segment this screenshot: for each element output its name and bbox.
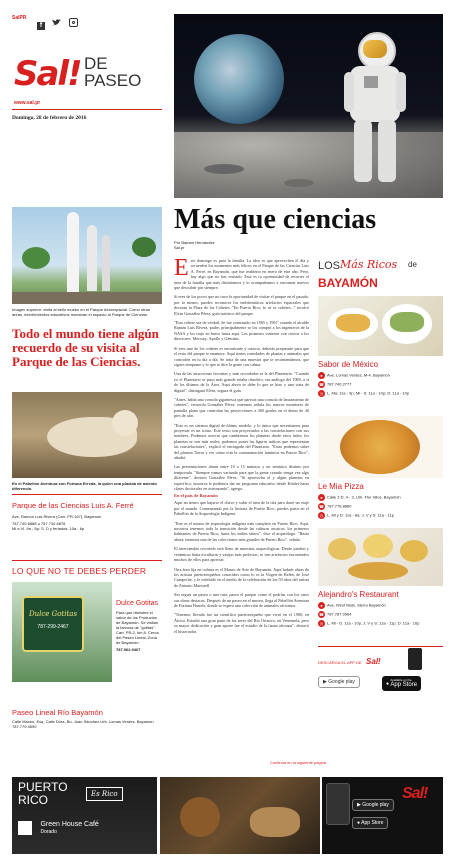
- paragraph: "Este es el museo de arqueología indígena más completo en Puerto Rico. Aquí, nosotros tenemos toda la transición desde las culturas arcaicas, los primeros habitantes de Puerto Rico, hasta los indios taínos", dice el arqueólogo. "Hasta ahora, tenemos una de las colecciones más grandes de Puerto Rico", señala.: [174, 520, 309, 542]
- pull-quote: Todo el mundo tiene algún recuerdo de su visita al Parque de las Ciencias.: [12, 326, 159, 369]
- clock-icon: ◷: [319, 391, 324, 396]
- footer-ad-photo: [160, 777, 320, 854]
- section-tag: SalPR: [12, 15, 27, 21]
- article-body: [174, 258, 309, 758]
- instagram-icon[interactable]: [69, 18, 78, 27]
- promo-contact: 787.962.9467: [116, 647, 141, 652]
- photo-caption: Imagen superior: visita al bello museo en el Parque Aeroespacial. Como otras áreas, intertrimientos educativos muestran el espacio al Parque de Ciencias.: [12, 307, 150, 317]
- restaurant-address: ● Ave. Lomas Verdes, M-4, Bayamón: [318, 372, 443, 379]
- paragraph: Sin seguir un paseo o una ruta, paseo el parque como el podrías con los otros sus obras destacas. Después de un paseo en el museo, llega al Pabellón Aventura de Fortuna Barrels, donde se espera una colección de animales africanos.: [174, 592, 309, 608]
- paragraph: "Esto es un sistema digital de último modelo, y lo único que necesitamos para proyectar es un icono. Este texto son proyectados a las constelaciones con sus nombres. Podemos acercar que cambiemos los planetas desde estos lados, los planetas se ven más reales, podemos poner las figuras míticas que representan las constelaciones", explicó el encargado del Planetario. "Estas podemos saber del planeta Tierra y ver cómo está la contaminación lumínica en Puerto Rico", añadió.: [174, 422, 309, 460]
- restaurant-hours: ◷ L, Mi y D: 11a - 8a; J, V y S: 11a - 11p: [319, 512, 394, 518]
- drop-cap: E: [174, 258, 189, 281]
- ad-title-line2: RICO: [18, 793, 48, 807]
- paragraph: Si eres uno de los cohetes es encontrarte y curioso, deberás prepararte para que el resto del parque te enamore. Aquí tienes variedades de plantas y animales que coinciden en tu día a día. Se trata de una muestra que te recomendamos, que sigues temprano y lo que te dice la gente con calma.: [174, 345, 309, 367]
- paragraph: Las presentaciones duran entre 10 a 15 minutos y un temático distinto por temporada. "Siempre vamos variando para que la gente cuando venga vea algo diferente", destacó González Pérez. "Si aprovecha el y algún planetas en específico, nosotros le podemos dar un programa educativo desde Kínder hasta clases doctorales en astronomía", agrega.: [174, 464, 309, 492]
- phone-icon: ☎: [319, 612, 324, 617]
- footer-ad-left[interactable]: [12, 777, 157, 854]
- dont-miss-title: LO QUE NO TE DEBES PERDER: [12, 566, 147, 576]
- crater: [204, 164, 244, 174]
- app-store-button[interactable]: [382, 676, 421, 691]
- earth-image: [194, 34, 284, 124]
- sidebar-title: [318, 258, 443, 292]
- sal-logo-text: Sal!: [14, 54, 81, 94]
- paragraph: Aquí no tienes que bajarse el chavo y subir el área de la isla para darte un viaje por el mundo. Comenzando por la historia de Puerto Rico, puedes partir en el Pabellón de la Arqueología Indígena.: [174, 500, 309, 517]
- byline-org: Sal.pr: [174, 245, 185, 250]
- food-photo-alejandros: [318, 528, 443, 586]
- ground: [12, 292, 162, 304]
- place-info: [12, 494, 162, 531]
- social-icons: [37, 14, 78, 32]
- sidebar-title-los: LOS: [318, 260, 341, 272]
- apple-icon: ●: [357, 820, 361, 826]
- paseo-title: Paseo Lineal Río Bayamón: [12, 708, 103, 717]
- paragraph: "Tenemos llevado fue un científico puertorriqueño que vivió en el 1900, en África. Estudió una gran parte de los seres del Río Orinoco, en Venezuela, pero su mayor dedicación y gran aporte fue el estudio de la fauna africana", destacó el historiador.: [174, 612, 309, 634]
- paseo-text: Calle Maceo, Esq. Calle Dóra, Bo. Juan Sánchez Urb. Lomas Verdes, Bayamón: [12, 719, 154, 724]
- place-hours: Mi a Vi. 9a - 5p; S, D y feriados: 10a - 6p: [12, 526, 85, 531]
- food-photo-mexico: [318, 296, 443, 356]
- restaurant-hours: ◷ L, Ma: 11a - 9p; Mi - S: 11a - 10p; D: 11a - 10p: [319, 390, 410, 396]
- place-address: Ave. Ramón Luis Rivera (Carr. PR-167), Bayamón: [12, 514, 102, 519]
- sidebar-title-de: de: [408, 260, 417, 269]
- sidebar-title-script: Más Ricos: [340, 258, 398, 271]
- photo2-caption: En el Pabellón Aventura con Fortuna Erreda, la quien una placida de asiento diferencia.: [12, 481, 157, 491]
- phone-icon: ☎: [319, 382, 324, 387]
- restaurant-phone: ☎ 787.778.8880: [319, 503, 352, 509]
- shop-sign-phone: 787-299-2467: [37, 624, 69, 630]
- play-icon: ▶: [357, 802, 361, 808]
- astronaut-photo: [174, 14, 443, 198]
- promo-photo: [12, 582, 112, 682]
- app-download: [318, 646, 443, 688]
- shop-sign-text: Dulce Gotitas: [28, 610, 78, 618]
- rocket-shape: [87, 225, 97, 291]
- dont-miss-box: [12, 560, 162, 760]
- app-phone-image: [408, 648, 422, 670]
- subhead: En el país de Bayamón: [174, 493, 218, 499]
- paragraph: "Esta cohete sea de verdad. Se fue construido en 1965 y 1967, cuando el alcalde Ramón Luis Rivera, padre, principalmente se los compró a los ingenieros de la NASA y los trajo en barco hasta aquí. Los primeros vinieron con ciertos a los directores. Mercury, Apollo y Géminis.: [174, 320, 309, 342]
- food-photo-pizza: [318, 416, 443, 478]
- shop-sign: [22, 596, 84, 652]
- location-icon: ●: [318, 602, 325, 609]
- masthead-rule: [12, 109, 162, 110]
- download-text: DESCARGA EL APP DE: [318, 660, 362, 665]
- brand-row: [18, 819, 99, 837]
- play-icon: ▶: [323, 679, 327, 685]
- google-play-button[interactable]: ▶ Google play: [318, 676, 360, 688]
- footer-ad-right[interactable]: [322, 777, 443, 854]
- app-store-label: Available on the App Store: [390, 678, 418, 688]
- app-download-row: [318, 651, 443, 669]
- rocket-shape: [102, 235, 110, 291]
- footer-app-store-button[interactable]: ● App Store: [352, 817, 388, 829]
- continued-note: Continúa en la siguiente página: [270, 760, 327, 765]
- section-line2: PASEO: [84, 71, 142, 90]
- divider: [12, 494, 162, 495]
- site-url[interactable]: www.sal.pr: [14, 100, 41, 106]
- place-phone: 787.740.6868 o 787.740.6878: [12, 521, 66, 526]
- clock-icon: ◷: [319, 621, 324, 626]
- apple-icon: ●: [386, 680, 390, 687]
- paragraph: Otra área fija en cultura es el Museo de Arte de Bayamón. Aquí habrás obras de los artistas puertorriqueños conocidos como lo es la Virgen de Belén, de José Campeche, y lo exhibido en el medio de la celebración de los 50 años del artista de Antonio Martorell.: [174, 566, 309, 588]
- location-icon: ●: [318, 494, 325, 501]
- restaurant-name: Sabor de México: [318, 360, 379, 369]
- crater: [284, 179, 314, 187]
- exhibit-photo: [12, 392, 162, 478]
- restaurant-address: ● Ave. West Main, Sierra Bayamón: [318, 602, 443, 609]
- brand-icon: [18, 821, 32, 835]
- section-line1: DE: [84, 54, 108, 73]
- sidebar-title-city: BAYAMÓN: [318, 276, 378, 290]
- restaurant-name: Le Mia Pizza: [318, 482, 364, 491]
- restaurant-hours: ◷ L, Mi - D: 11a - 10p; J, V y S: 11a - 11p; D: 11a - 10p: [319, 620, 420, 626]
- twitter-icon[interactable]: [52, 14, 61, 22]
- paragraph: Este domingo es para la familia. La idea es que aprovechen el día y recuerden los momentos más felices en el Parque de las Ciencias Luis A. Ferré, en Bayamón, que fue reabierto en enero de este año. Pero, hay algo que no has visitado. Esta es tu oportunidad de recorrer el área de la familia que más disfrutamos y lo acompañamos a encontrar nuevos que descubrir por siempre.: [174, 258, 309, 291]
- byline-author: Por Bairam Hernández: [174, 240, 215, 245]
- restaurant-address: ● Calle 3 D, 4 - 3, Urb. Flor Hilos, Bayamón: [318, 494, 443, 501]
- brand-text: Green House Café Dorado: [40, 820, 99, 835]
- palm-tree: [132, 237, 156, 257]
- exhibit-animal: [112, 410, 138, 436]
- rocket-shape: [67, 212, 79, 292]
- paragraph: Si eres de los pocos que no tuvo la oportunidad de visitar el parque en el pasado, por lo menos, puedes reconocer los emblemáticos artefactos espaciales que decoran la Plaza de los Cohetes. "En Puerto Rico, lo sé es cohetes..." recalcó Elvin González Pérez, guía turístico del parque.: [174, 294, 309, 316]
- restaurant-phone: ☎ 787.787.0964: [319, 611, 352, 617]
- astronaut-figure: [344, 32, 406, 192]
- section-name: [84, 55, 141, 89]
- es-rico-badge: Es Rico: [86, 787, 123, 801]
- ad-title-line1: PUERTO: [18, 780, 68, 794]
- facebook-icon[interactable]: f: [37, 22, 45, 30]
- restaurant-card: [318, 360, 443, 397]
- masthead: [12, 14, 162, 124]
- restaurant-card: [318, 482, 443, 519]
- divider: [318, 646, 443, 647]
- divider: [12, 560, 162, 561]
- rocket-photo: [12, 207, 162, 304]
- article-headline: Más que ciencias: [174, 204, 377, 235]
- byline: [174, 240, 215, 250]
- footer-google-play-button[interactable]: ▶ Google play: [352, 799, 394, 811]
- promo-info: [116, 600, 162, 652]
- paseo-phone: 787.779.4590: [12, 724, 37, 729]
- paragraph: Una de las atracciones favoritas y más recordadas es la del Planetario. "Cuando yo el Planetario se puso más grande estaba obsoleto, era análogo del 1969, a sí de los últimos de la Área. Aquí ahora se debe lo que se hizo y una vista de digital", distinguió Elvin, segura el guía.: [174, 371, 309, 393]
- place-title: Parque de las Ciencias Luis A. Ferré: [12, 501, 134, 510]
- restaurants-sidebar: [318, 258, 443, 768]
- paragraph: El intercambio recorrido está lleno de muestras arqueológicas. Desde piedras y cerámicas hasta esculturas y vasijas más perfectas, se ven artefactos encontrados muchos de ellos para apreciar.: [174, 546, 309, 563]
- palm-tree: [22, 247, 50, 269]
- paragraph: "Antes, había una consola gigantesca que parecía una consola de lanzamiento de cohetes", recuerda González Pérez, mientras señala los nuevos monitores de pantalla plana que controlan las proyecciones a 360 grados en el domo de 40 pies de alto.: [174, 396, 309, 419]
- date-line: Domingo, 28 de febrero de 2016: [12, 115, 87, 121]
- clock-icon: ◷: [319, 513, 324, 518]
- location-icon: ●: [318, 372, 325, 379]
- paseo-info: [12, 708, 162, 729]
- restaurant-name: Alejandro's Restaurant: [318, 590, 399, 599]
- promo-title: Dulce Gotitas: [116, 600, 159, 607]
- promo-text: Para que disfrutes el sabor de los Productos de Bayamón. Se visitan la famosa de "gotitas". Carr. PR-2, km 8. Cerca del Paseo Lineal. Zona de Bayamón.: [116, 610, 159, 645]
- restaurant-phone: ☎ 787.740.2777: [319, 381, 352, 387]
- ad-title: [18, 781, 68, 807]
- restaurant-card: [318, 590, 443, 627]
- sal-logo: [14, 54, 81, 94]
- footer-phone-image: [326, 783, 350, 825]
- footer-sal-logo: Sal!: [402, 785, 428, 802]
- phone-icon: ☎: [319, 504, 324, 509]
- app-brand: Sal!: [366, 657, 381, 666]
